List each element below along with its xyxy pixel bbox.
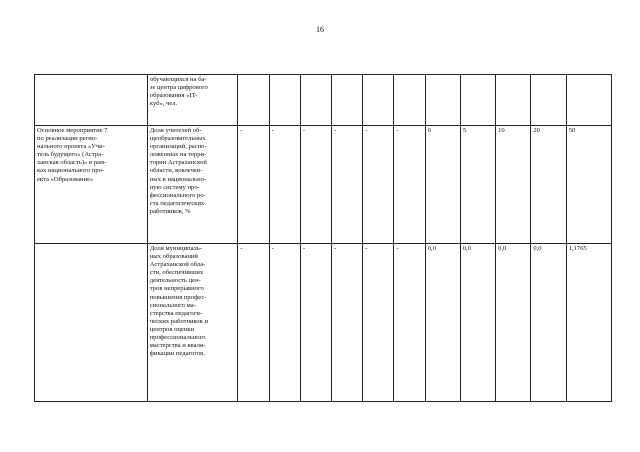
indicator-cell	[147, 75, 238, 126]
value-cell: -	[394, 126, 425, 244]
value-cell: -	[238, 244, 269, 402]
value-cell	[496, 75, 531, 126]
indicator-text: Доля муниципаль- ных образований Астраханской обла- сти, обеспечивших деятельность цен- тров непрерывного повышения профес- сионального ма- стерства педагоги- ческих работников и центров оценки профессионального мастерства и квали- фикации педагогов,	[149, 245, 208, 358]
indicator-text: Доля учителей об- щеобразовательных организаций, распо- ложенных на терри- тории Астраханской области, вовлечен- ных в национально- ную систему про- фессионального ро- ста педагогических работников, %	[149, 127, 207, 215]
value-cell	[531, 75, 566, 126]
value-cell: -	[363, 126, 394, 244]
indicator-cell	[147, 244, 238, 402]
value-cell: 10	[496, 126, 531, 244]
event-cell	[35, 126, 148, 244]
value-cell: 0	[425, 126, 460, 244]
value-cell: 0,0	[531, 244, 566, 402]
table-row	[35, 126, 612, 244]
value-cell: -	[332, 126, 363, 244]
value-cell: -	[269, 244, 300, 402]
value-cell: 0,0	[496, 244, 531, 402]
value-cell	[332, 75, 363, 126]
value-cell: -	[238, 126, 269, 244]
value-cell	[566, 75, 611, 126]
value-cell	[394, 75, 425, 126]
value-cell	[238, 75, 269, 126]
table-row	[35, 75, 612, 126]
indicator-text: обучающихся на ба- зе центра цифрового образования «IT- куб», чел.	[149, 76, 208, 108]
value-cell	[460, 75, 495, 126]
value-cell: 50	[566, 126, 611, 244]
table-body	[35, 75, 612, 402]
value-cell: 5	[460, 126, 495, 244]
value-cell: -	[300, 244, 331, 402]
table-row	[35, 244, 612, 402]
event-cell	[35, 244, 148, 402]
value-cell: 0,0	[425, 244, 460, 402]
value-cell: -	[363, 244, 394, 402]
value-cell: 0,0	[460, 244, 495, 402]
value-cell	[300, 75, 331, 126]
value-cell: 20	[531, 126, 566, 244]
event-cell	[35, 75, 148, 126]
value-cell: -	[269, 126, 300, 244]
value-cell: -	[394, 244, 425, 402]
value-cell: -	[332, 244, 363, 402]
indicator-cell	[147, 126, 238, 244]
page-number: 16	[316, 25, 324, 34]
value-cell	[363, 75, 394, 126]
value-cell	[425, 75, 460, 126]
value-cell	[269, 75, 300, 126]
event-text: Основное мероприятие 7 по реализации регио- нального проекта «Учи- тель будущего» (Астра- ханская область)» в рам- ках национального про- екта «Образование»	[37, 127, 108, 183]
value-cell: 1,1765	[566, 244, 611, 402]
value-cell: -	[300, 126, 331, 244]
indicator-table	[34, 74, 612, 402]
